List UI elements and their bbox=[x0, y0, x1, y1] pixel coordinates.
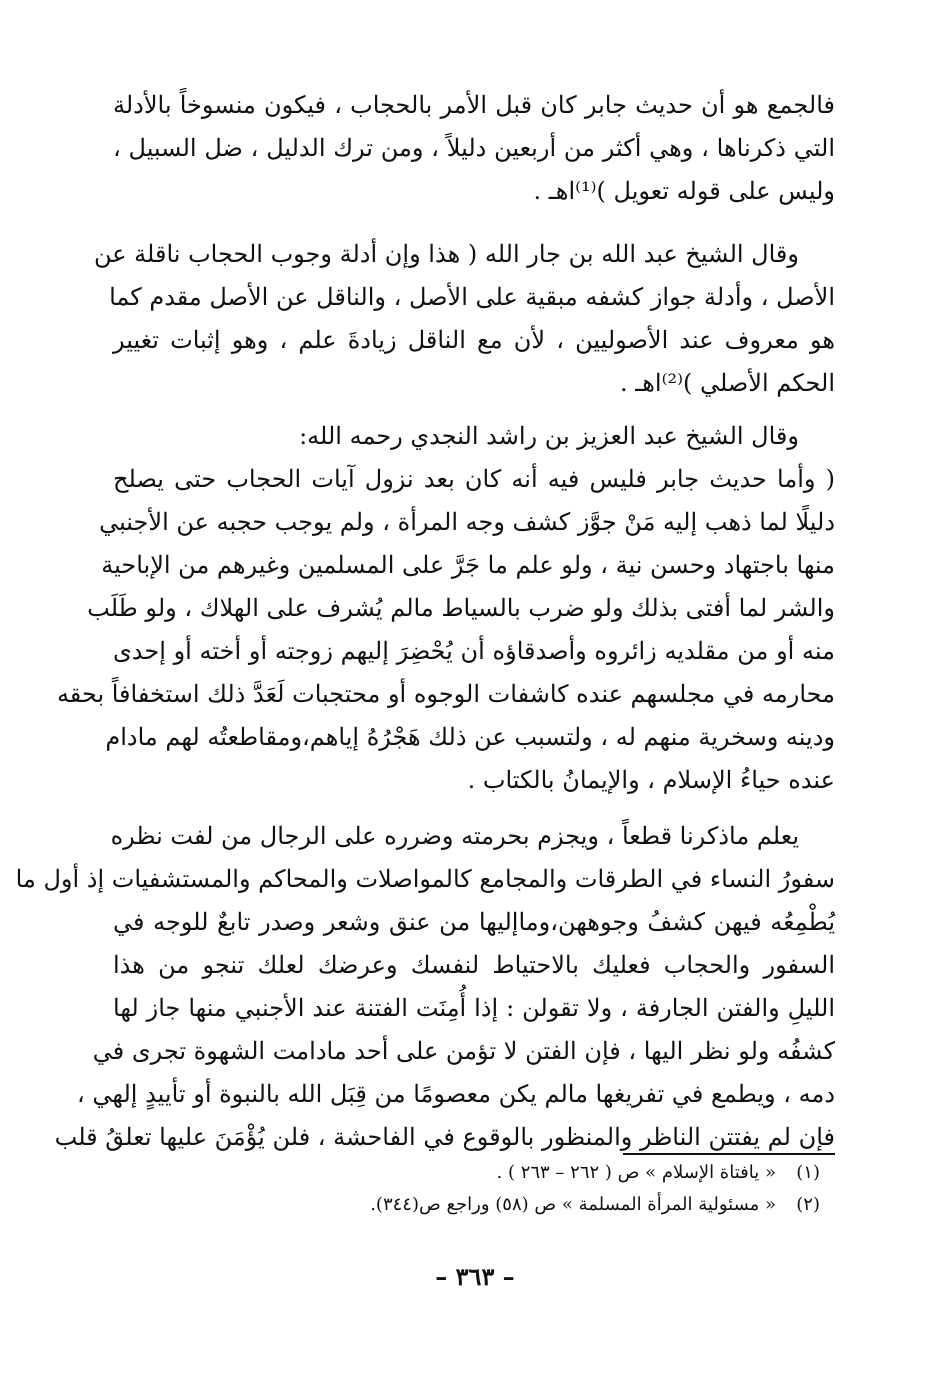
text-line: الليلِ والفتن الجارفة ، ولا تقولن : إذا أُمِنَت الفتنة عند الأجنبي منها جاز لها bbox=[113, 994, 835, 1022]
text-line: الأصل ، وأدلة جواز كشفه مبقية على الأصل ، والناقل عن الأصل مقدم كما bbox=[109, 283, 835, 311]
text-line: فالجمع هو أن حديث جابر كان قبل الأمر بالحجاب ، فيكون منسوخاً بالأدلة bbox=[113, 91, 835, 119]
text-line: ( وأما حديث جابر فليس فيه أنه كان بعد نزول آيات الحجاب حتى يصلح bbox=[113, 465, 835, 493]
text-line: السفور والحجاب فعليك بالاحتياط لنفسك وعرضك لعلك تنجو من هذا bbox=[113, 951, 836, 979]
paragraph-1 bbox=[113, 84, 835, 213]
paragraph-3 bbox=[56, 415, 835, 802]
footnote-number: (١) bbox=[796, 1162, 820, 1183]
paragraph-4 bbox=[15, 815, 836, 1159]
text-line: الحكم الأصلي )⁽²⁾اهـ . bbox=[619, 369, 835, 397]
footnote-separator bbox=[623, 1153, 835, 1155]
footnote-text: « يافتاة الإسلام » ص ( ٢٦٢ – ٢٦٣ ) . bbox=[496, 1162, 776, 1183]
text-line: كشفُه ولو نظر اليها ، فإن الفتن لا تؤمن على أحد مادامت الشهوة تجرى في bbox=[92, 1037, 835, 1065]
footnote-1 bbox=[120, 1157, 820, 1189]
text-line: وقال الشيخ عبد الله بن جار الله ( هذا وإن أدلة وجوب الحجاب ناقلة عن bbox=[93, 240, 799, 268]
text-line: دمه ، ويطمع في تفريغها مالم يكن معصومًا من قِبَل الله بالنبوة أو تأييدٍ إلهي ، bbox=[77, 1080, 835, 1108]
text-line: وقال الشيخ عبد العزيز بن راشد النجدي رحمه الله: bbox=[299, 422, 799, 450]
paragraph-2 bbox=[93, 233, 835, 405]
text-line: يُطْمِعُه فيهن كشفُ وجوههن،وماإليها من عنق وشعر وصدر تابعٌ للوجه في bbox=[113, 908, 835, 936]
page-number: – ٣٦٣ – bbox=[435, 1262, 515, 1291]
text-line: والشر لما أفتى بذلك ولو ضرب بالسياط مالم يُشرف على الهلاك ، ولو طَلَب bbox=[87, 594, 835, 622]
text-line: محارمه في مجلسهم عنده كاشفات الوجوه أو محتجبات لَعَدَّ ذلك استخفافاً بحقه bbox=[56, 680, 835, 708]
footnote-number: (٢) bbox=[796, 1194, 820, 1215]
text-line: يعلم ماذكرنا قطعاً ، ويجزم بحرمته وضرره على الرجال من لفت نظره bbox=[110, 822, 799, 850]
text-line: التي ذكرناها ، وهي أكثر من أربعين دليلاً ، ومن ترك الدليل ، ضل السبيل ، bbox=[113, 134, 835, 162]
footnotes bbox=[120, 1157, 820, 1221]
text-line: فإن لم يفتتن الناظر والمنظور بالوقوع في الفاحشة ، فلن يُؤْمَنَ عليها تعلقُ قلب bbox=[54, 1123, 835, 1151]
text-line: سفورُ النساء في الطرقات والمجامع كالمواصلات والمحاكم والمستشفيات إذ أول ما bbox=[15, 865, 835, 893]
text-line: وليس على قوله تعويل )⁽¹⁾اهـ . bbox=[533, 177, 835, 205]
text-line: هو معروف عند الأصوليين ، لأن مع الناقل زيادةَ علم ، وهو إثبات تغيير bbox=[113, 326, 835, 354]
text-line: عنده حياءُ الإسلام ، والإيمانُ بالكتاب . bbox=[467, 766, 835, 794]
footnote-text: « مسئولية المرأة المسلمة » ص (٥٨) وراجع ص(٣٤٤). bbox=[370, 1194, 776, 1215]
text-line: منه أو من مقلديه زائروه وأصدقاؤه أن يُحْضِرَ إليهم زوجته أو أخته أو إحدى bbox=[113, 637, 835, 665]
text-line: ودينه وسخرية منهم له ، ولتسبب عن ذلك هَجْرُهُ إياهم،ومقاطعتُه لهم مادام bbox=[105, 723, 835, 751]
text-line: دليلًا لما ذهب إليه مَنْ جوَّز كشف وجه المرأة ، ولم يوجب حجبه عن الأجنبي bbox=[99, 508, 835, 536]
footnote-2 bbox=[120, 1189, 820, 1221]
text-line: منها باجتهاد وحسن نية ، ولو علم ما جَرَّ على المسلمين وغيرهم من الإباحية bbox=[101, 551, 835, 579]
